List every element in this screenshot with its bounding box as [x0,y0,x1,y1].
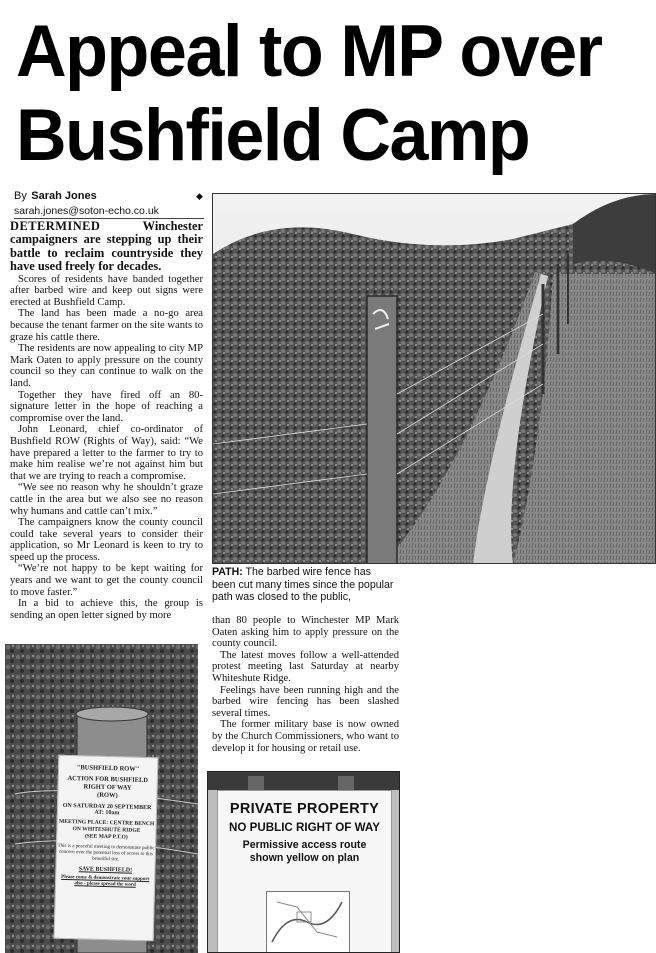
caption-label: PATH: [212,566,243,578]
notice-title: "BUSHFIELD ROW" [76,764,140,773]
sign-map-image [266,891,350,953]
notice-line: (SEE MAP P.T.O) [84,833,128,841]
sign-photo [207,771,400,953]
headline [16,10,621,178]
paragraph: John Leonard, chief co-ordinator of Bushfield ROW (Rights of Way), said: “We have prepared a letter to the farmer to try to make him realise we’re not against him but that we are trying to reach a compromise. [10,424,203,482]
notice-line: MEETING PLACE: CENTRE BENCH [58,818,155,828]
byline-email: sarah.jones@soton-echo.co.uk [14,205,159,217]
notice-line: ACTION FOR BUSHFIELD [67,774,149,785]
notice-photo [5,644,198,953]
paragraph: “We’re not happy to be kept waiting for years and we want to get the county council to move faster.” [10,563,203,598]
photo-caption [212,566,394,604]
notice-line: Please come & demonstrate your support [61,874,150,883]
headline-line-2: Bushfield Camp [16,95,530,176]
paragraph: The land has been made a no-go area because the tenant farmer on the site wants to graze his cattle there. [10,308,203,343]
paragraph: Scores of residents have banded together after barbed wire and keep out signs were erected at Bushfield Camp. [10,273,203,308]
paragraph: “We see no reason why he shouldn’t graze cattle in the area but we also see no reason why humans and cattle can’t mix.” [10,482,203,517]
sign-line-4: shown yellow on plan [249,852,360,864]
paragraph: In a bid to achieve this, the group is sending an open letter signed by more [10,598,203,621]
paragraph: The former military base is now owned by the Church Commissioners, who want to develop it for housing or retail use. [212,719,399,754]
paragraph: The residents are now appealing to city MP Mark Oaten to apply pressure on the county council so they can continue to walk on the land. [10,343,203,389]
paragraph: The latest moves follow a well-attended protest meeting last Saturday at nearby Whiteshute Ridge. [212,649,399,684]
path-photo [212,193,656,564]
paragraph: The campaigners know the county council could take several years to consider their application, so Mr Leonard is keen to try to speed up the process. [10,517,203,563]
lede-first-word: DETERMINED [10,219,101,233]
paragraph: than 80 people to Winchester MP Mark Oaten asking him to apply pressure on the county council. [212,615,399,650]
notice-line: ON SATURDAY 20 SEPTEMBER [62,802,152,812]
byline-by: By [14,190,27,202]
notice-line: also - please spread the word [74,881,136,888]
notice-sheet [54,755,159,942]
article-column-1 [10,220,203,621]
article-lede [10,220,203,274]
sign-line-2: NO PUBLIC RIGHT OF WAY [229,821,380,834]
notice-line: This is a peaceful meeting to demonstrate public concern over the potential loss of access to this beautiful site. [57,843,155,863]
path-photo-image [213,194,656,564]
byline-author: Sarah Jones [31,190,97,202]
sign-line-1: PRIVATE PROPERTY [229,801,380,817]
article-column-2 [212,615,399,754]
diamond-icon: ◆ [196,191,203,201]
sign-line-3: Permissive access route [242,839,367,851]
paragraph: Together they have fired off an 80-signature letter in the hope of reaching a compromise over the land. [10,389,203,424]
notice-line: ON WHITESHUTE RIDGE [72,826,141,834]
paragraph: Feelings have been running high and the barbed wire fencing has been slashed several times. [212,684,399,719]
notice-line: SAVE BUSHFIELD! [78,866,133,874]
notice-line: RIGHT OF WAY [83,783,132,792]
caption-text: The barbed wire fence has been cut many times since the popular path was closed to the public, [212,566,394,604]
notice-line: AT: 10am [94,809,120,817]
lede-rest: Winchester campaigners are stepping up their battle to reclaim countryside they have used freely for decades. [10,219,203,274]
notice-line: (ROW) [96,791,118,800]
headline-line-1: Appeal to MP over [16,11,602,92]
sign-board [217,790,392,953]
byline [14,186,214,217]
